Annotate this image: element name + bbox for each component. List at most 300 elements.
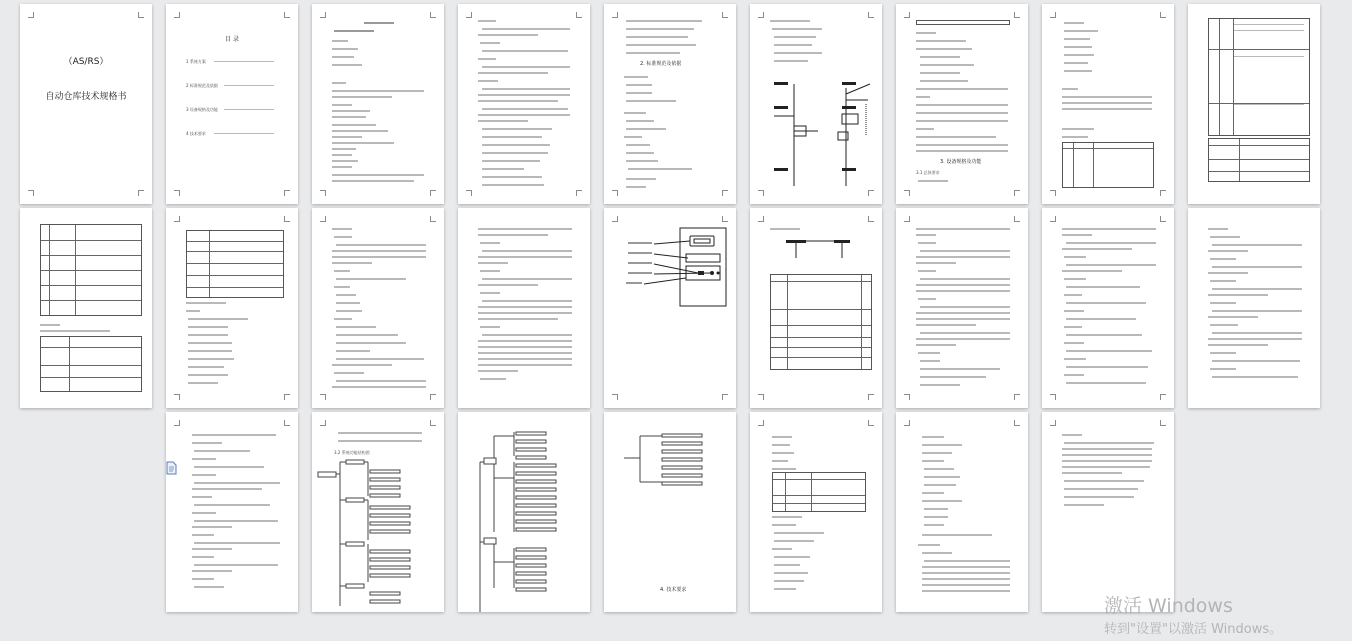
- text-line: [478, 234, 548, 236]
- text-line: [194, 520, 278, 522]
- corner-mark: [1050, 12, 1056, 18]
- text-line: [1210, 324, 1238, 326]
- text-line: [626, 120, 654, 122]
- page-23-table[interactable]: [750, 412, 882, 612]
- page-21-tree[interactable]: [458, 412, 590, 612]
- text-line: [1062, 270, 1122, 272]
- function-tree: [604, 412, 736, 612]
- text-line: [1208, 338, 1302, 340]
- page-25-text[interactable]: [1042, 412, 1174, 612]
- text-line: [916, 32, 936, 34]
- activation-watermark-hint: 转到"设置"以激活 Windows。: [1104, 622, 1283, 637]
- corner-mark: [1160, 216, 1166, 222]
- text-line: [1062, 102, 1152, 104]
- text-line: [1062, 108, 1152, 110]
- text-line: [186, 302, 226, 304]
- page-22-tree[interactable]: [604, 412, 736, 612]
- text-line: [1210, 368, 1236, 370]
- text-line: [192, 548, 232, 550]
- text-line: [478, 262, 508, 264]
- corner-mark: [320, 190, 326, 196]
- page-13-text[interactable]: [458, 208, 590, 408]
- text-line: [332, 104, 352, 106]
- text-line: [1062, 472, 1122, 474]
- text-line: [1062, 466, 1150, 468]
- text-line: [186, 310, 200, 312]
- text-line: [192, 556, 214, 558]
- text-line: [194, 482, 280, 484]
- corner-mark: [1050, 394, 1056, 400]
- corner-mark: [1050, 190, 1056, 196]
- corner-mark: [320, 216, 326, 222]
- text-line: [626, 52, 680, 54]
- text-line: [332, 256, 426, 258]
- corner-mark: [904, 216, 910, 222]
- text-line: [1062, 128, 1094, 130]
- page-4-text[interactable]: [458, 4, 590, 204]
- text-line: [480, 42, 500, 44]
- corner-mark: [320, 394, 326, 400]
- corner-mark: [174, 420, 180, 426]
- corner-mark: [284, 190, 290, 196]
- text-line: [1210, 280, 1236, 282]
- text-line: [478, 120, 528, 122]
- text-line: [626, 44, 696, 46]
- text-line: [334, 286, 350, 288]
- text-line: [338, 440, 422, 442]
- text-line: [774, 580, 804, 582]
- text-line: [332, 154, 352, 156]
- page-9-table[interactable]: [1188, 4, 1320, 204]
- text-line: [772, 460, 788, 462]
- text-line: [1208, 294, 1268, 296]
- table-header-bar: [916, 20, 1010, 25]
- text-line: [626, 186, 646, 188]
- text-line: [478, 312, 572, 314]
- corner-mark: [576, 190, 582, 196]
- page-11-table[interactable]: [166, 208, 298, 408]
- text-line: [1064, 496, 1134, 498]
- section-heading: 2. 标准规范及依据: [640, 61, 682, 67]
- text-line: [194, 466, 264, 468]
- text-line: [482, 168, 524, 170]
- text-line: [332, 116, 366, 118]
- text-line: [920, 368, 1000, 370]
- section-heading: 3.1 总体要求: [916, 170, 940, 175]
- text-line: [332, 130, 388, 132]
- text-line: [192, 496, 212, 498]
- corner-mark: [904, 190, 910, 196]
- text-line: [1062, 96, 1152, 98]
- corner-mark: [868, 420, 874, 426]
- text-line: [916, 88, 1008, 90]
- page-16-text[interactable]: [896, 208, 1028, 408]
- corner-mark: [430, 216, 436, 222]
- text-line: [332, 90, 424, 92]
- text-line: [478, 352, 572, 354]
- text-line: [916, 290, 1010, 292]
- text-line: [772, 516, 802, 518]
- text-line: [918, 242, 936, 244]
- text-line: [480, 242, 500, 244]
- page-12-text[interactable]: [312, 208, 444, 408]
- text-line: [916, 228, 1010, 230]
- spec-table: [772, 472, 866, 512]
- text-line: [336, 350, 370, 352]
- text-line: [332, 124, 376, 126]
- text-line: [332, 136, 362, 138]
- text-line: [332, 364, 392, 366]
- corner-mark: [320, 12, 326, 18]
- text-line: [922, 584, 1010, 586]
- page-17-text[interactable]: [1042, 208, 1174, 408]
- toc-item[interactable]: 2 标准规范及依据: [186, 83, 218, 88]
- spec-table: [1208, 18, 1310, 136]
- text-line: [1066, 382, 1146, 384]
- text-line: [192, 512, 216, 514]
- text-line: [916, 128, 934, 130]
- text-line: [482, 184, 544, 186]
- text-line: [192, 434, 276, 436]
- text-line: [916, 120, 1008, 122]
- text-line: [192, 578, 214, 580]
- text-line: [480, 378, 506, 380]
- page-14-diagram[interactable]: [604, 208, 736, 408]
- text-line: [774, 572, 808, 574]
- text-line: [918, 180, 948, 182]
- toc-leader: [214, 133, 274, 134]
- text-line: [1064, 342, 1084, 344]
- toc-item[interactable]: 3 设备规格及功能: [186, 107, 218, 112]
- text-line: [1212, 360, 1300, 362]
- text-line: [336, 334, 398, 336]
- text-line: [482, 66, 570, 68]
- toc-leader: [224, 109, 274, 110]
- text-line: [922, 452, 952, 454]
- text-line: [1062, 136, 1088, 138]
- function-tree: [312, 456, 444, 612]
- text-line: [192, 458, 216, 460]
- text-line: [334, 270, 350, 272]
- text-line: [626, 100, 676, 102]
- corner-mark: [868, 216, 874, 222]
- text-line: [332, 56, 354, 58]
- text-line: [1062, 460, 1152, 462]
- text-line: [192, 570, 232, 572]
- cover-subtitle: （AS/RS）: [63, 57, 109, 67]
- corner-mark: [174, 190, 180, 196]
- text-line: [192, 488, 262, 490]
- page-18-text[interactable]: [1188, 208, 1320, 408]
- text-line: [1064, 326, 1082, 328]
- text-line: [1064, 480, 1144, 482]
- text-line: [336, 358, 424, 360]
- text-line: [188, 326, 228, 328]
- text-line: [624, 76, 648, 78]
- corner-mark: [430, 394, 436, 400]
- text-line: [482, 250, 572, 252]
- text-line: [332, 386, 426, 388]
- corner-mark: [1014, 420, 1020, 426]
- text-line: [916, 318, 1010, 320]
- text-line: [1208, 250, 1248, 252]
- text-line: [916, 136, 996, 138]
- text-line: [916, 40, 966, 42]
- text-line: [916, 256, 1010, 258]
- text-line: [334, 372, 364, 374]
- section-heading: 3. 设备规格及功能: [940, 159, 982, 165]
- corner-mark: [174, 394, 180, 400]
- corner-mark: [174, 216, 180, 222]
- text-line: [1064, 62, 1088, 64]
- text-line: [194, 504, 270, 506]
- page-24-text[interactable]: [896, 412, 1028, 612]
- toc-heading: 目 录: [225, 36, 239, 43]
- text-line: [626, 36, 688, 38]
- corner-mark: [284, 420, 290, 426]
- text-line: [920, 64, 974, 66]
- text-line: [918, 298, 936, 300]
- text-line: [924, 484, 956, 486]
- text-line: [188, 382, 218, 384]
- page-20-tree[interactable]: [312, 412, 444, 612]
- text-line: [478, 228, 572, 230]
- corner-mark: [284, 394, 290, 400]
- text-line: [1210, 236, 1240, 238]
- text-line: [924, 468, 954, 470]
- text-line: [916, 144, 1008, 146]
- corner-mark: [1014, 12, 1020, 18]
- text-line: [332, 262, 372, 264]
- corner-mark: [1014, 216, 1020, 222]
- toc-item[interactable]: 4 技术要求: [186, 131, 206, 136]
- text-line: [482, 136, 542, 138]
- spec-table: [186, 230, 284, 298]
- text-line: [332, 82, 346, 84]
- text-line: [626, 20, 702, 22]
- text-line: [1062, 248, 1132, 250]
- text-line: [336, 380, 426, 382]
- text-line: [336, 294, 356, 296]
- text-line: [922, 444, 962, 446]
- page-19-text[interactable]: [166, 412, 298, 612]
- page-7-table[interactable]: [896, 4, 1028, 204]
- text-line: [332, 142, 394, 144]
- page-15-table[interactable]: [750, 208, 882, 408]
- text-line: [624, 136, 642, 138]
- text-line: [1062, 454, 1152, 456]
- text-line: [40, 330, 110, 332]
- text-line: [482, 152, 548, 154]
- text-line: [1066, 334, 1142, 336]
- text-line: [922, 552, 952, 554]
- text-line: [1064, 30, 1098, 32]
- text-line: [916, 338, 1010, 340]
- page-10-table[interactable]: [20, 208, 152, 408]
- corner-mark: [1014, 394, 1020, 400]
- page-2-toc[interactable]: [166, 4, 298, 204]
- text-line: [626, 28, 694, 30]
- text-line: [922, 500, 962, 502]
- toc-item[interactable]: 1 系统方案: [186, 59, 206, 64]
- text-line: [922, 460, 944, 462]
- text-line: [772, 548, 792, 550]
- text-line: [920, 360, 940, 362]
- spec-table: [40, 336, 142, 392]
- text-line: [332, 64, 362, 66]
- corner-mark: [612, 12, 618, 18]
- text-line: [188, 374, 228, 376]
- text-line: [336, 310, 362, 312]
- text-line: [924, 516, 948, 518]
- page-8-text[interactable]: [1042, 4, 1174, 204]
- text-line: [920, 332, 1010, 334]
- spec-table: [1208, 138, 1310, 182]
- text-line: [922, 572, 1010, 574]
- text-line: [1062, 234, 1092, 236]
- corner-mark: [284, 216, 290, 222]
- text-line: [332, 174, 424, 176]
- text-line: [332, 148, 356, 150]
- text-line: [1212, 376, 1298, 378]
- text-line: [482, 334, 572, 336]
- text-line: [478, 370, 518, 372]
- text-line: [774, 52, 822, 54]
- text-line: [916, 312, 1010, 314]
- device-diagram: [604, 208, 736, 408]
- text-line: [916, 150, 1008, 152]
- text-line: [1066, 264, 1156, 266]
- text-line: [920, 80, 968, 82]
- text-line: [1234, 104, 1304, 105]
- text-line: [188, 350, 232, 352]
- corner-mark: [758, 394, 764, 400]
- text-line: [916, 96, 930, 98]
- text-line: [478, 114, 570, 116]
- text-line: [478, 364, 572, 366]
- text-line: [1066, 242, 1156, 244]
- text-line: [336, 278, 406, 280]
- text-line: [922, 436, 944, 438]
- flow-diagram: [750, 64, 882, 194]
- text-line: [924, 508, 948, 510]
- corner-mark: [284, 12, 290, 18]
- text-line: [916, 344, 956, 346]
- text-line: [1212, 288, 1302, 290]
- text-line: [188, 318, 248, 320]
- text-line: [1066, 302, 1146, 304]
- text-line: [772, 444, 790, 446]
- corner-mark: [174, 12, 180, 18]
- text-line: [626, 160, 658, 162]
- text-line: [40, 324, 60, 326]
- text-line: [1210, 258, 1236, 260]
- text-line: [332, 48, 358, 50]
- text-line: [334, 236, 352, 238]
- corner-mark: [1050, 420, 1056, 426]
- corner-mark: [430, 12, 436, 18]
- text-line: [482, 88, 570, 90]
- function-tree: [458, 412, 590, 612]
- text-line: [334, 318, 352, 320]
- document-icon[interactable]: [166, 461, 177, 475]
- text-line: [1234, 24, 1304, 25]
- text-line: [1064, 46, 1092, 48]
- text-line: [194, 586, 224, 588]
- text-line: [624, 112, 646, 114]
- text-line: [332, 180, 414, 182]
- text-line: [1062, 228, 1156, 230]
- corner-mark: [430, 190, 436, 196]
- text-line: [626, 128, 666, 130]
- corner-mark: [758, 12, 764, 18]
- page-1-cover[interactable]: [20, 4, 152, 204]
- text-line: [364, 22, 394, 24]
- cover-title: 自动仓库技术规格书: [45, 92, 127, 102]
- text-line: [1064, 442, 1154, 444]
- corner-mark: [868, 12, 874, 18]
- corner-mark: [612, 190, 618, 196]
- text-line: [194, 542, 280, 544]
- text-line: [192, 474, 216, 476]
- text-line: [918, 352, 940, 354]
- text-line: [770, 20, 810, 22]
- corner-mark: [868, 394, 874, 400]
- text-line: [480, 270, 500, 272]
- activation-watermark-title: 激活 Windows: [1104, 595, 1233, 617]
- text-line: [1064, 256, 1086, 258]
- text-line: [920, 72, 960, 74]
- text-line: [1208, 316, 1258, 318]
- text-line: [1064, 38, 1090, 40]
- text-line: [1064, 358, 1086, 360]
- text-line: [1062, 88, 1078, 90]
- spec-table: [1062, 142, 1154, 188]
- text-line: [482, 160, 540, 162]
- text-line: [1062, 448, 1152, 450]
- text-line: [1208, 344, 1268, 346]
- corner-mark: [576, 12, 582, 18]
- text-line: [774, 44, 812, 46]
- text-line: [482, 128, 552, 130]
- text-line: [478, 306, 572, 308]
- text-line: [332, 228, 352, 230]
- text-line: [1066, 350, 1152, 352]
- text-line: [482, 176, 542, 178]
- text-line: [1064, 278, 1086, 280]
- corner-mark: [1014, 190, 1020, 196]
- text-line: [924, 560, 1010, 562]
- page-6-diagram[interactable]: [750, 4, 882, 204]
- text-line: [332, 250, 426, 252]
- page-3-text[interactable]: [312, 4, 444, 204]
- corner-mark: [28, 12, 34, 18]
- text-line: [188, 342, 232, 344]
- text-line: [922, 566, 1010, 568]
- text-line: [920, 384, 960, 386]
- text-line: [1208, 228, 1228, 230]
- page-5-text[interactable]: [604, 4, 736, 204]
- text-line: [772, 436, 792, 438]
- text-line: [922, 590, 1010, 592]
- text-line: [918, 270, 936, 272]
- corner-mark: [138, 190, 144, 196]
- text-line: [336, 244, 426, 246]
- text-line: [920, 250, 1010, 252]
- text-line: [480, 326, 500, 328]
- text-line: [1064, 54, 1094, 56]
- text-line: [478, 58, 496, 60]
